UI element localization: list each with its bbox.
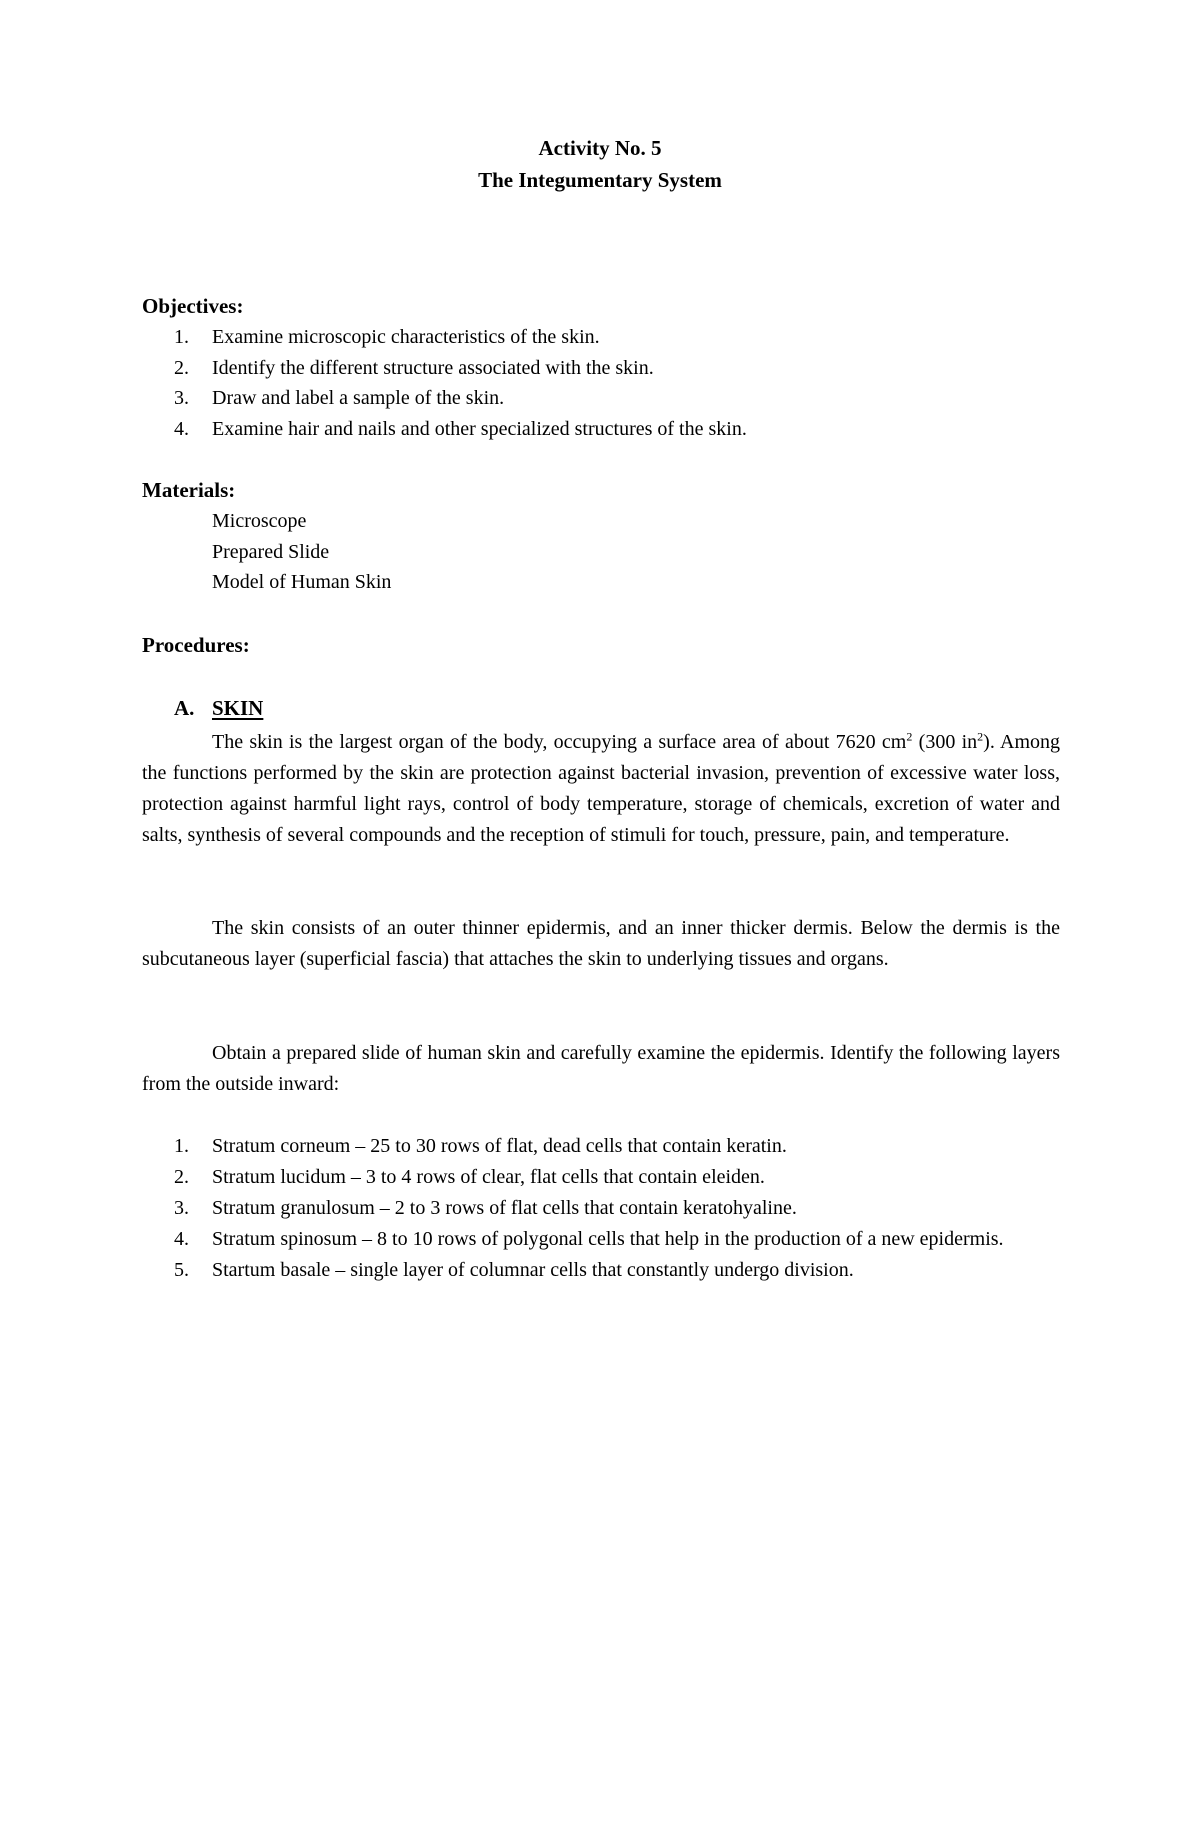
activity-title: The Integumentary System: [478, 168, 722, 192]
skin-intro-paragraph: The skin is the largest organ of the body, occupying a surface area of about 7620 $cm^2$ (300 $in^2$). Among the functions performed by the skin are protection against bacterial invasion, prevention of excessive water loss, protection against harmful light rays, control of body temperature, storage of chemicals, excretion of water and salts, synthesis of several compounds and the reception of stimuli for touch, pressure, pain, and temperature.: [142, 729, 1060, 846]
section-a-title: SKIN: [212, 696, 264, 720]
layer-item: 2. Stratum lucidum – 3 to 4 rows of clear, flat cells that contain eleiden.: [174, 1166, 765, 1188]
objectives-list: [142, 322, 1042, 444]
section-a-letter: A.: [174, 696, 195, 720]
objective-item: 1. Examine microscopic characteristics of the skin.: [174, 326, 600, 348]
materials-heading: Materials:: [142, 478, 236, 502]
section-a-heading: [174, 693, 263, 723]
objective-item: 4. Examine hair and nails and other specialized structures of the skin.: [174, 417, 747, 440]
slide-instructions-paragraph: Obtain a prepared slide of human skin and carefully examine the epidermis. Identify the following layers from the outside inward:: [142, 1042, 1060, 1095]
layer-item: 4. Stratum spinosum – 8 to 10 rows of polygonal cells that help in the production of a new epidermis.: [174, 1228, 1004, 1250]
layer-item: 3. Stratum granulosum – 2 to 3 rows of flat cells that contain keratohyaline.: [174, 1197, 797, 1219]
procedures-heading: Procedures:: [142, 633, 250, 657]
activity-number: Activity No. 5: [538, 136, 662, 160]
objective-item: 2. Identify the different structure associated with the skin.: [174, 356, 654, 379]
material-item: Prepared Slide: [212, 540, 330, 563]
objective-item: 3. Draw and label a sample of the skin.: [174, 387, 505, 409]
layer-item: 5. Startum basale – single layer of columnar cells that constantly undergo division.: [174, 1259, 854, 1281]
layer-item: 1. Stratum corneum – 25 to 30 rows of flat, dead cells that contain keratin.: [174, 1135, 787, 1157]
epidermis-layers-list: [142, 1131, 1060, 1286]
objectives-heading: Objectives:: [142, 294, 244, 318]
material-item: Microscope: [212, 510, 307, 532]
material-item: Model of Human Skin: [212, 571, 392, 593]
skin-layers-paragraph: The skin consists of an outer thinner epidermis, and an inner thicker dermis. Below the dermis is the subcutaneous layer (superficial fascia) that attaches the skin to underlying tissues and organs.: [142, 917, 1060, 970]
document-title: [0, 132, 1200, 196]
materials-list: [212, 506, 391, 598]
